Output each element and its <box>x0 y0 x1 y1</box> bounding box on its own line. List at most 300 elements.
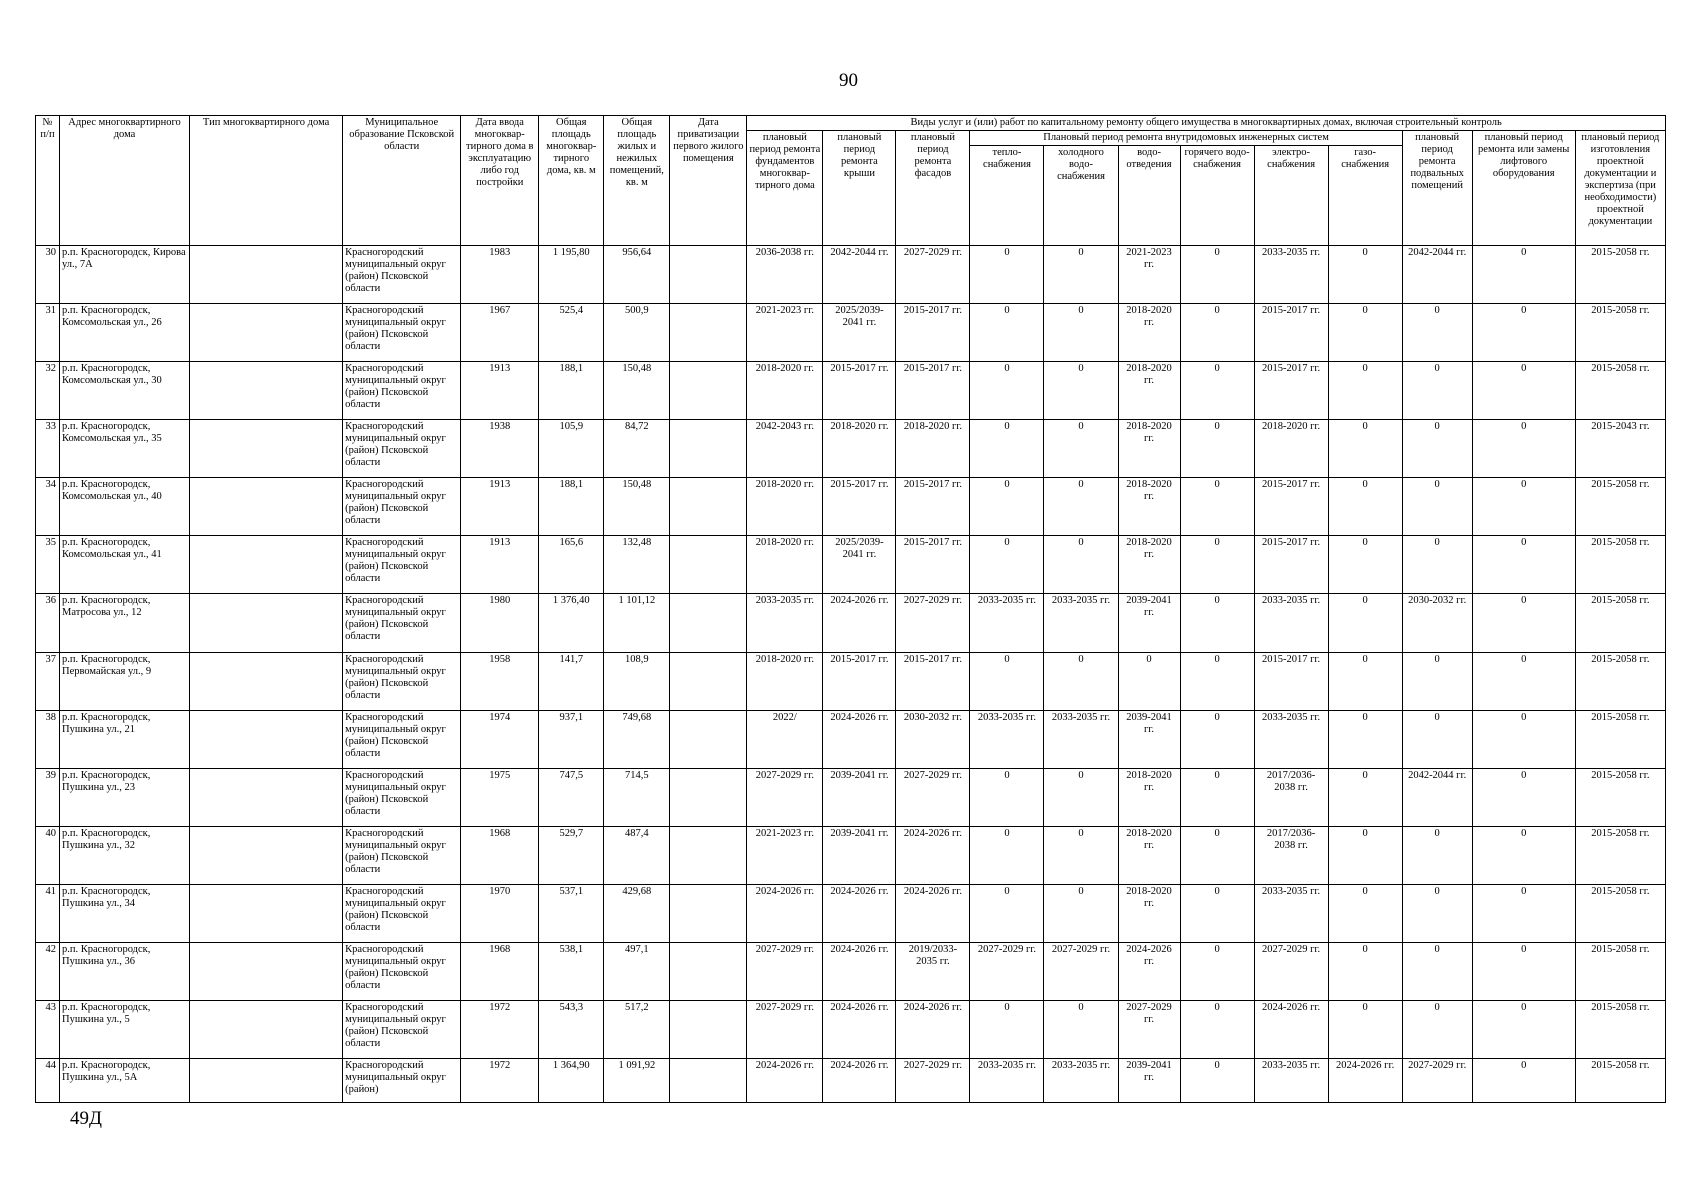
cell-basement: 0 <box>1402 942 1472 1000</box>
cell-elevator: 0 <box>1472 942 1575 1000</box>
cell-foundation: 2021-2023 гг. <box>747 826 823 884</box>
cell-cold-water: 0 <box>1044 420 1118 478</box>
cell-electric: 2024-2026 гг. <box>1254 1001 1328 1059</box>
cell-gas: 0 <box>1328 884 1402 942</box>
cell-type <box>190 884 343 942</box>
cell-gas: 0 <box>1328 536 1402 594</box>
header-address: Адрес многоквартирного дома <box>60 116 190 246</box>
cell-gas: 0 <box>1328 304 1402 362</box>
cell-hot-water: 0 <box>1180 478 1254 536</box>
cell-sewage: 2018-2020 гг. <box>1118 362 1180 420</box>
cell-roof: 2024-2026 гг. <box>823 1001 896 1059</box>
cell-foundation: 2018-2020 гг. <box>747 478 823 536</box>
cell-basement: 2030-2032 гг. <box>1402 594 1472 652</box>
cell-cold-water: 0 <box>1044 884 1118 942</box>
cell-year: 1938 <box>461 420 539 478</box>
cell-year: 1974 <box>461 710 539 768</box>
cell-gas: 0 <box>1328 710 1402 768</box>
cell-num: 38 <box>36 710 60 768</box>
table-row <box>36 826 1666 884</box>
cell-address: р.п. Красногородск, Пушкина ул., 21 <box>60 710 190 768</box>
header-num: № п/п <box>36 116 60 246</box>
cell-type <box>190 478 343 536</box>
cell-total-area: 141,7 <box>539 652 604 710</box>
cell-total-area: 747,5 <box>539 768 604 826</box>
header-total-area: Общая площадь многоквар-тирного дома, кв. м <box>539 116 604 246</box>
cell-type <box>190 536 343 594</box>
cell-address: р.п. Красногородск, Комсомольская ул., 35 <box>60 420 190 478</box>
cell-roof: 2042-2044 гг. <box>823 246 896 304</box>
cell-cold-water: 0 <box>1044 362 1118 420</box>
cell-year: 1980 <box>461 594 539 652</box>
cell-cold-water: 2033-2035 гг. <box>1044 594 1118 652</box>
cell-cold-water: 0 <box>1044 652 1118 710</box>
cell-electric: 2033-2035 гг. <box>1254 884 1328 942</box>
cell-basement: 0 <box>1402 536 1472 594</box>
cell-num: 33 <box>36 420 60 478</box>
cell-sewage: 2039-2041 гг. <box>1118 710 1180 768</box>
cell-year: 1913 <box>461 362 539 420</box>
cell-facade: 2019/2033-2035 гг. <box>896 942 970 1000</box>
cell-gas: 0 <box>1328 478 1402 536</box>
header-type: Тип многоквартирного дома <box>190 116 343 246</box>
cell-cold-water: 0 <box>1044 246 1118 304</box>
cell-facade: 2018-2020 гг. <box>896 420 970 478</box>
cell-total-area: 525,4 <box>539 304 604 362</box>
cell-premises-area: 517,2 <box>604 1001 670 1059</box>
cell-privatization <box>670 710 747 768</box>
cell-gas: 0 <box>1328 652 1402 710</box>
cell-type <box>190 594 343 652</box>
cell-design: 2015-2058 гг. <box>1575 942 1665 1000</box>
cell-premises-area: 714,5 <box>604 768 670 826</box>
cell-design: 2015-2058 гг. <box>1575 246 1665 304</box>
table-row <box>36 304 1666 362</box>
cell-type <box>190 246 343 304</box>
cell-electric: 2017/2036-2038 гг. <box>1254 826 1328 884</box>
table-row <box>36 420 1666 478</box>
cell-heat: 0 <box>970 884 1044 942</box>
cell-address: р.п. Красногородск, Матросова ул., 12 <box>60 594 190 652</box>
table-row <box>36 1001 1666 1059</box>
cell-design: 2015-2058 гг. <box>1575 1001 1665 1059</box>
cell-electric: 2033-2035 гг. <box>1254 1059 1328 1103</box>
cell-hot-water: 0 <box>1180 1059 1254 1103</box>
header-elevator: плановый период ремонта или замены лифтового оборудования <box>1472 131 1575 246</box>
cell-basement: 0 <box>1402 884 1472 942</box>
cell-design: 2015-2058 гг. <box>1575 304 1665 362</box>
cell-sewage: 2018-2020 гг. <box>1118 304 1180 362</box>
header-privatization: Дата приватизации первого жилого помещения <box>670 116 747 246</box>
cell-roof: 2024-2026 гг. <box>823 942 896 1000</box>
table-header <box>36 116 1666 246</box>
cell-privatization <box>670 478 747 536</box>
table-row <box>36 710 1666 768</box>
cell-roof: 2015-2017 гг. <box>823 478 896 536</box>
cell-design: 2015-2058 гг. <box>1575 652 1665 710</box>
cell-elevator: 0 <box>1472 768 1575 826</box>
cell-facade: 2015-2017 гг. <box>896 536 970 594</box>
cell-facade: 2027-2029 гг. <box>896 768 970 826</box>
table-row <box>36 652 1666 710</box>
header-municipality: Муниципальное образование Псковской области <box>343 116 461 246</box>
cell-basement: 0 <box>1402 362 1472 420</box>
cell-heat: 0 <box>970 826 1044 884</box>
table-row <box>36 536 1666 594</box>
cell-cold-water: 0 <box>1044 1001 1118 1059</box>
cell-foundation: 2033-2035 гг. <box>747 594 823 652</box>
cell-premises-area: 150,48 <box>604 478 670 536</box>
cell-num: 40 <box>36 826 60 884</box>
cell-privatization <box>670 362 747 420</box>
cell-elevator: 0 <box>1472 246 1575 304</box>
cell-premises-area: 956,64 <box>604 246 670 304</box>
table-row <box>36 362 1666 420</box>
table-row <box>36 1059 1666 1103</box>
cell-privatization <box>670 1059 747 1103</box>
cell-gas: 0 <box>1328 826 1402 884</box>
cell-facade: 2030-2032 гг. <box>896 710 970 768</box>
cell-electric: 2033-2035 гг. <box>1254 594 1328 652</box>
cell-type <box>190 420 343 478</box>
cell-cold-water: 0 <box>1044 826 1118 884</box>
cell-roof: 2025/2039-2041 гг. <box>823 304 896 362</box>
cell-foundation: 2024-2026 гг. <box>747 884 823 942</box>
cell-heat: 0 <box>970 768 1044 826</box>
cell-hot-water: 0 <box>1180 1001 1254 1059</box>
cell-municipality: Красногородский муниципальный округ (район) Псковской области <box>343 246 461 304</box>
cell-total-area: 105,9 <box>539 420 604 478</box>
cell-type <box>190 652 343 710</box>
cell-num: 44 <box>36 1059 60 1103</box>
cell-facade: 2024-2026 гг. <box>896 884 970 942</box>
header-design: плановый период изготовления проектной документации и экспертиза (при необходимости) проектной документации <box>1575 131 1665 246</box>
cell-year: 1968 <box>461 826 539 884</box>
cell-heat: 0 <box>970 246 1044 304</box>
cell-heat: 2033-2035 гг. <box>970 710 1044 768</box>
cell-elevator: 0 <box>1472 884 1575 942</box>
cell-year: 1958 <box>461 652 539 710</box>
cell-year: 1967 <box>461 304 539 362</box>
cell-municipality: Красногородский муниципальный округ (район) <box>343 1059 461 1103</box>
cell-premises-area: 487,4 <box>604 826 670 884</box>
cell-premises-area: 1 101,12 <box>604 594 670 652</box>
cell-municipality: Красногородский муниципальный округ (район) Псковской области <box>343 362 461 420</box>
header-facade: плановый период ремонта фасадов <box>896 131 970 246</box>
cell-basement: 0 <box>1402 1001 1472 1059</box>
cell-elevator: 0 <box>1472 478 1575 536</box>
cell-premises-area: 108,9 <box>604 652 670 710</box>
cell-privatization <box>670 768 747 826</box>
cell-foundation: 2027-2029 гг. <box>747 1001 823 1059</box>
cell-facade: 2015-2017 гг. <box>896 304 970 362</box>
cell-facade: 2024-2026 гг. <box>896 1001 970 1059</box>
cell-type <box>190 826 343 884</box>
cell-elevator: 0 <box>1472 536 1575 594</box>
cell-hot-water: 0 <box>1180 594 1254 652</box>
table-body <box>36 246 1666 1103</box>
cell-num: 43 <box>36 1001 60 1059</box>
cell-hot-water: 0 <box>1180 826 1254 884</box>
cell-total-area: 538,1 <box>539 942 604 1000</box>
cell-electric: 2015-2017 гг. <box>1254 478 1328 536</box>
cell-address: р.п. Красногородск, Пушкина ул., 23 <box>60 768 190 826</box>
cell-address: р.п. Красногородск, Комсомольская ул., 40 <box>60 478 190 536</box>
header-electric: электро-снабжения <box>1254 146 1328 246</box>
cell-heat: 0 <box>970 536 1044 594</box>
cell-total-area: 937,1 <box>539 710 604 768</box>
cell-cold-water: 0 <box>1044 478 1118 536</box>
cell-sewage: 2018-2020 гг. <box>1118 478 1180 536</box>
cell-gas: 0 <box>1328 420 1402 478</box>
cell-foundation: 2024-2026 гг. <box>747 1059 823 1103</box>
cell-roof: 2024-2026 гг. <box>823 710 896 768</box>
cell-roof: 2024-2026 гг. <box>823 884 896 942</box>
header-heat: тепло-снабжения <box>970 146 1044 246</box>
cell-heat: 2033-2035 гг. <box>970 594 1044 652</box>
header-hot-water: горячего водо-снабжения <box>1180 146 1254 246</box>
cell-sewage: 2027-2029 гг. <box>1118 1001 1180 1059</box>
table-row <box>36 594 1666 652</box>
cell-facade: 2027-2029 гг. <box>896 594 970 652</box>
cell-privatization <box>670 594 747 652</box>
cell-elevator: 0 <box>1472 826 1575 884</box>
cell-foundation: 2027-2029 гг. <box>747 942 823 1000</box>
cell-privatization <box>670 304 747 362</box>
cell-roof: 2015-2017 гг. <box>823 362 896 420</box>
cell-electric: 2017/2036-2038 гг. <box>1254 768 1328 826</box>
cell-total-area: 165,6 <box>539 536 604 594</box>
cell-facade: 2024-2026 гг. <box>896 826 970 884</box>
cell-elevator: 0 <box>1472 362 1575 420</box>
cell-heat: 0 <box>970 304 1044 362</box>
cell-cold-water: 0 <box>1044 768 1118 826</box>
cell-design: 2015-2058 гг. <box>1575 826 1665 884</box>
cell-privatization <box>670 246 747 304</box>
cell-roof: 2024-2026 гг. <box>823 594 896 652</box>
cell-year: 1913 <box>461 478 539 536</box>
cell-heat: 0 <box>970 652 1044 710</box>
cell-roof: 2025/2039-2041 гг. <box>823 536 896 594</box>
cell-year: 1975 <box>461 768 539 826</box>
table-row <box>36 884 1666 942</box>
cell-hot-water: 0 <box>1180 768 1254 826</box>
cell-sewage: 2018-2020 гг. <box>1118 768 1180 826</box>
cell-sewage: 2021-2023 гг. <box>1118 246 1180 304</box>
header-gas: газо-снабжения <box>1328 146 1402 246</box>
cell-privatization <box>670 420 747 478</box>
cell-type <box>190 710 343 768</box>
cell-total-area: 1 364,90 <box>539 1059 604 1103</box>
header-foundation: плановый период ремонта фундаментов многоквар-тирного дома <box>747 131 823 246</box>
cell-municipality: Красногородский муниципальный округ (район) Псковской области <box>343 826 461 884</box>
cell-sewage: 2024-2026 гг. <box>1118 942 1180 1000</box>
cell-num: 34 <box>36 478 60 536</box>
cell-year: 1970 <box>461 884 539 942</box>
cell-address: р.п. Красногородск, Пушкина ул., 5 <box>60 1001 190 1059</box>
cell-foundation: 2018-2020 гг. <box>747 536 823 594</box>
cell-design: 2015-2043 гг. <box>1575 420 1665 478</box>
cell-year: 1913 <box>461 536 539 594</box>
cell-gas: 0 <box>1328 768 1402 826</box>
cell-basement: 0 <box>1402 478 1472 536</box>
table-row <box>36 478 1666 536</box>
cell-basement: 0 <box>1402 420 1472 478</box>
cell-electric: 2018-2020 гг. <box>1254 420 1328 478</box>
cell-design: 2015-2058 гг. <box>1575 884 1665 942</box>
cell-total-area: 529,7 <box>539 826 604 884</box>
cell-foundation: 2027-2029 гг. <box>747 768 823 826</box>
cell-privatization <box>670 884 747 942</box>
header-roof: плановый период ремонта крыши <box>823 131 896 246</box>
cell-municipality: Красногородский муниципальный округ (район) Псковской области <box>343 594 461 652</box>
cell-elevator: 0 <box>1472 420 1575 478</box>
cell-elevator: 0 <box>1472 710 1575 768</box>
cell-cold-water: 0 <box>1044 304 1118 362</box>
header-works-group: Виды услуг и (или) работ по капитальному ремонту общего имущества в многоквартирных домах, включая строительный контроль <box>747 116 1666 131</box>
cell-design: 2015-2058 гг. <box>1575 536 1665 594</box>
cell-year: 1983 <box>461 246 539 304</box>
cell-roof: 2039-2041 гг. <box>823 768 896 826</box>
cell-total-area: 188,1 <box>539 478 604 536</box>
cell-roof: 2015-2017 гг. <box>823 652 896 710</box>
cell-basement: 2042-2044 гг. <box>1402 768 1472 826</box>
cell-gas: 0 <box>1328 1001 1402 1059</box>
cell-gas: 0 <box>1328 594 1402 652</box>
capital-repair-table <box>35 115 1666 1103</box>
cell-hot-water: 0 <box>1180 942 1254 1000</box>
header-systems-group: Плановый период ремонта внутридомовых инженерных систем <box>970 131 1402 146</box>
cell-premises-area: 500,9 <box>604 304 670 362</box>
cell-basement: 0 <box>1402 652 1472 710</box>
cell-premises-area: 132,48 <box>604 536 670 594</box>
cell-cold-water: 2027-2029 гг. <box>1044 942 1118 1000</box>
cell-foundation: 2018-2020 гг. <box>747 362 823 420</box>
cell-municipality: Красногородский муниципальный округ (район) Псковской области <box>343 420 461 478</box>
cell-hot-water: 0 <box>1180 362 1254 420</box>
cell-address: р.п. Красногородск, Комсомольская ул., 26 <box>60 304 190 362</box>
cell-privatization <box>670 826 747 884</box>
cell-num: 31 <box>36 304 60 362</box>
header-premises-area: Общая площадь жилых и нежилых помещений, кв. м <box>604 116 670 246</box>
cell-premises-area: 429,68 <box>604 884 670 942</box>
cell-sewage: 2039-2041 гг. <box>1118 1059 1180 1103</box>
cell-sewage: 2039-2041 гг. <box>1118 594 1180 652</box>
cell-design: 2015-2058 гг. <box>1575 594 1665 652</box>
cell-hot-water: 0 <box>1180 710 1254 768</box>
table-row <box>36 768 1666 826</box>
cell-total-area: 1 195,80 <box>539 246 604 304</box>
cell-address: р.п. Красногородск, Пушкина ул., 5А <box>60 1059 190 1103</box>
cell-basement: 2042-2044 гг. <box>1402 246 1472 304</box>
cell-facade: 2027-2029 гг. <box>896 246 970 304</box>
cell-type <box>190 768 343 826</box>
cell-elevator: 0 <box>1472 652 1575 710</box>
cell-premises-area: 84,72 <box>604 420 670 478</box>
cell-num: 32 <box>36 362 60 420</box>
cell-address: р.п. Красногородск, Первомайская ул., 9 <box>60 652 190 710</box>
cell-basement: 0 <box>1402 826 1472 884</box>
cell-total-area: 537,1 <box>539 884 604 942</box>
cell-foundation: 2022/ <box>747 710 823 768</box>
cell-hot-water: 0 <box>1180 884 1254 942</box>
cell-total-area: 1 376,40 <box>539 594 604 652</box>
cell-privatization <box>670 1001 747 1059</box>
cell-type <box>190 1001 343 1059</box>
cell-address: р.п. Красногородск, Кирова ул., 7А <box>60 246 190 304</box>
cell-address: р.п. Красногородск, Комсомольская ул., 41 <box>60 536 190 594</box>
cell-hot-water: 0 <box>1180 420 1254 478</box>
cell-hot-water: 0 <box>1180 652 1254 710</box>
cell-electric: 2015-2017 гг. <box>1254 652 1328 710</box>
cell-municipality: Красногородский муниципальный округ (район) Псковской области <box>343 884 461 942</box>
cell-num: 39 <box>36 768 60 826</box>
cell-privatization <box>670 942 747 1000</box>
cell-year: 1972 <box>461 1059 539 1103</box>
footer-code: 49Д <box>70 1108 102 1129</box>
cell-electric: 2015-2017 гг. <box>1254 304 1328 362</box>
cell-address: р.п. Красногородск, Комсомольская ул., 30 <box>60 362 190 420</box>
cell-heat: 2033-2035 гг. <box>970 1059 1044 1103</box>
cell-municipality: Красногородский муниципальный округ (район) Псковской области <box>343 478 461 536</box>
cell-type <box>190 1059 343 1103</box>
cell-design: 2015-2058 гг. <box>1575 710 1665 768</box>
cell-total-area: 188,1 <box>539 362 604 420</box>
cell-roof: 2039-2041 гг. <box>823 826 896 884</box>
header-cold-water: холодного водо-снабжения <box>1044 146 1118 246</box>
cell-sewage: 2018-2020 гг. <box>1118 826 1180 884</box>
cell-privatization <box>670 536 747 594</box>
cell-num: 37 <box>36 652 60 710</box>
cell-gas: 0 <box>1328 246 1402 304</box>
cell-num: 41 <box>36 884 60 942</box>
cell-num: 35 <box>36 536 60 594</box>
cell-foundation: 2021-2023 гг. <box>747 304 823 362</box>
cell-heat: 0 <box>970 420 1044 478</box>
cell-electric: 2033-2035 гг. <box>1254 246 1328 304</box>
cell-address: р.п. Красногородск, Пушкина ул., 32 <box>60 826 190 884</box>
cell-year: 1968 <box>461 942 539 1000</box>
cell-hot-water: 0 <box>1180 304 1254 362</box>
cell-facade: 2027-2029 гг. <box>896 1059 970 1103</box>
cell-electric: 2033-2035 гг. <box>1254 710 1328 768</box>
cell-premises-area: 497,1 <box>604 942 670 1000</box>
cell-foundation: 2018-2020 гг. <box>747 652 823 710</box>
cell-sewage: 2018-2020 гг. <box>1118 536 1180 594</box>
cell-municipality: Красногородский муниципальный округ (район) Псковской области <box>343 536 461 594</box>
table-row <box>36 942 1666 1000</box>
cell-roof: 2024-2026 гг. <box>823 1059 896 1103</box>
cell-sewage: 2018-2020 гг. <box>1118 420 1180 478</box>
cell-year: 1972 <box>461 1001 539 1059</box>
cell-num: 42 <box>36 942 60 1000</box>
cell-basement: 0 <box>1402 710 1472 768</box>
cell-foundation: 2042-2043 гг. <box>747 420 823 478</box>
cell-elevator: 0 <box>1472 1001 1575 1059</box>
cell-num: 36 <box>36 594 60 652</box>
cell-type <box>190 304 343 362</box>
cell-basement: 2027-2029 гг. <box>1402 1059 1472 1103</box>
cell-cold-water: 2033-2035 гг. <box>1044 1059 1118 1103</box>
header-sewage: водо-отведения <box>1118 146 1180 246</box>
cell-premises-area: 749,68 <box>604 710 670 768</box>
cell-elevator: 0 <box>1472 304 1575 362</box>
cell-heat: 0 <box>970 478 1044 536</box>
cell-address: р.п. Красногородск, Пушкина ул., 34 <box>60 884 190 942</box>
cell-sewage: 0 <box>1118 652 1180 710</box>
cell-design: 2015-2058 гг. <box>1575 362 1665 420</box>
cell-hot-water: 0 <box>1180 536 1254 594</box>
